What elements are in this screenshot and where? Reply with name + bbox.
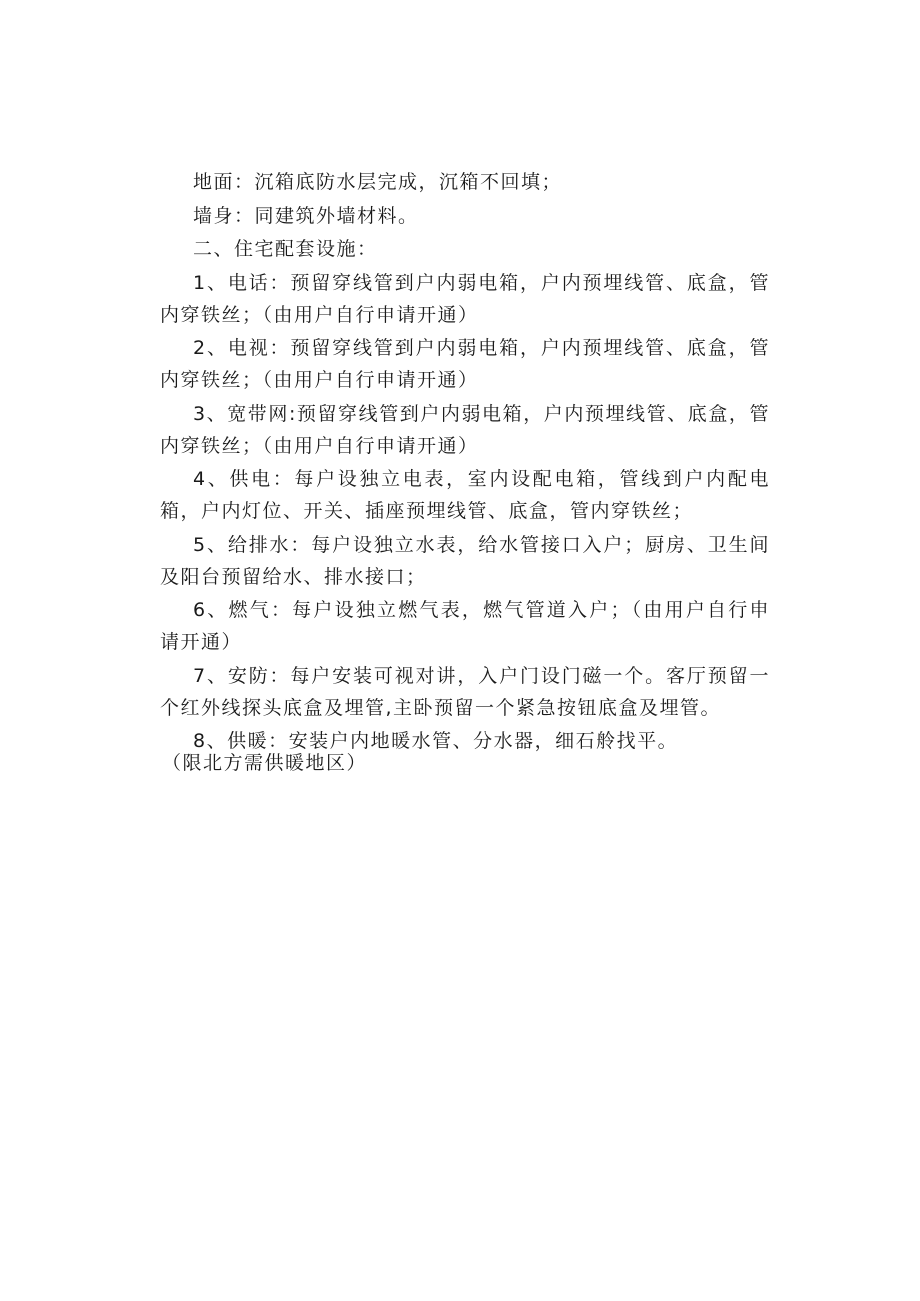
paragraph-broadband: 3、宽带网:预留穿线管到户内弱电箱，户内预埋线管、底盒，管内穿铁丝；（由用户自行申请开通） [160, 402, 770, 457]
paragraph-telephone: 1、电话：预留穿线管到户内弱电箱，户内预埋线管、底盒，管内穿铁丝；（由用户自行申请开通） [160, 271, 770, 326]
paragraph-gas: 6、燃气：每户设独立燃气表，燃气管道入户；（由用户自行申请开通） [160, 599, 770, 653]
document-body [160, 166, 770, 759]
paragraph-heating: 8、供暖：安装户内地暖水管、分水器，细石舲找平。 [193, 730, 679, 752]
paragraph-security: 7、安防：每户安装可视对讲，入户门设门磁一个。客厅预留一个红外线探头底盒及埋管,主卧预留一个紧急按钮底盒及埋管。 [160, 664, 770, 719]
paragraph-wall: 墙身：同建筑外墙材料。 [193, 204, 419, 227]
paragraph-water: 5、给排水：每户设独立水表，给水管接口入户；厨房、卫生间及阳台预留给水、排水接口； [160, 533, 770, 588]
section-heading-facilities: 二、住宅配套设施： [193, 238, 378, 260]
paragraph-power-supply: 4、供电：每户设独立电表，室内设配电箱，管线到户内配电箱，户内灯位、开关、插座预埋线管、底盒，管内穿铁丝； [160, 468, 770, 522]
heating-region-note: （限北方需供暖地区） [162, 752, 368, 774]
paragraph-floor: 地面：沉箱底防水层完成，沉箱不回填； [193, 171, 563, 193]
paragraph-television: 2、电视：预留穿线管到户内弱电箱，户内预埋线管、底盒，管内穿铁丝；（由用户自行申请开通） [160, 337, 770, 391]
